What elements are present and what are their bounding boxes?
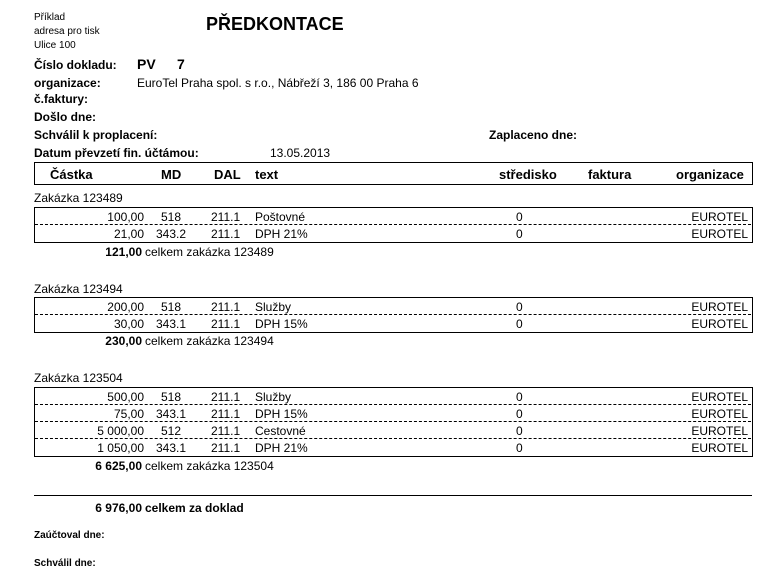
col-organizace: organizace xyxy=(676,167,744,182)
zaplaceno-label: Zaplaceno dne: xyxy=(489,128,578,142)
schvalil-dne-label: Schválil dne: xyxy=(34,558,96,569)
datum-label: Datum převzetí fin. účtámou: xyxy=(34,146,199,160)
cell-castka: 21,00 xyxy=(113,227,144,241)
cell-dal: 211.1 xyxy=(211,441,241,455)
cell-stredisko: 0 xyxy=(516,407,523,421)
col-md: MD xyxy=(161,167,182,182)
cell-dal: 211.1 xyxy=(211,390,241,404)
cell-org: EUROTEL xyxy=(691,390,748,404)
row-divider xyxy=(35,404,751,405)
group-total-label: celkem zakázka 123494 xyxy=(145,334,274,348)
cell-text: Služby xyxy=(255,300,292,314)
cell-stredisko: 0 xyxy=(516,300,523,314)
faktury-label: č.faktury: xyxy=(34,92,89,106)
cell-org: EUROTEL xyxy=(691,407,748,421)
doslo-label: Došlo dne: xyxy=(34,110,96,124)
document-title: PŘEDKONTACE xyxy=(206,14,344,34)
cell-org: EUROTEL xyxy=(691,424,748,438)
cislo-label: Číslo dokladu: xyxy=(34,58,117,72)
cislo-prefix: PV xyxy=(137,56,156,72)
row-divider xyxy=(35,314,751,315)
grand-total-label: celkem za doklad xyxy=(145,501,244,515)
cell-dal: 211.1 xyxy=(211,300,241,314)
group-total-value: 230,00 xyxy=(105,334,142,348)
cell-org: EUROTEL xyxy=(691,441,748,455)
cell-md: 518 xyxy=(161,390,182,404)
cell-castka: 100,00 xyxy=(107,210,144,224)
cell-text: Služby xyxy=(255,390,292,404)
cell-md: 343.1 xyxy=(156,407,187,421)
cislo-number: 7 xyxy=(177,56,185,72)
cell-org: EUROTEL xyxy=(691,317,748,331)
cell-stredisko: 0 xyxy=(516,210,523,224)
cell-org: EUROTEL xyxy=(691,300,748,314)
cell-text: Poštovné xyxy=(255,210,306,224)
datum-value: 13.05.2013 xyxy=(270,146,331,160)
cell-org: EUROTEL xyxy=(691,227,748,241)
cell-stredisko: 0 xyxy=(516,227,523,241)
cell-dal: 211.1 xyxy=(211,317,241,331)
cell-castka: 30,00 xyxy=(113,317,144,331)
cell-text: DPH 15% xyxy=(255,317,308,331)
cell-md: 518 xyxy=(161,210,182,224)
cell-text: DPH 15% xyxy=(255,407,308,421)
cell-stredisko: 0 xyxy=(516,317,523,331)
cell-castka: 5 000,00 xyxy=(97,424,144,438)
cell-text: Cestovné xyxy=(255,424,306,438)
org-label: organizace: xyxy=(34,76,101,90)
address-line1: Příklad xyxy=(34,12,66,23)
cell-md: 343.2 xyxy=(156,227,187,241)
cell-stredisko: 0 xyxy=(516,441,523,455)
row-divider xyxy=(35,224,751,225)
col-castka: Částka xyxy=(50,167,93,182)
cell-castka: 500,00 xyxy=(107,390,144,404)
cell-stredisko: 0 xyxy=(516,424,523,438)
group-total-label: celkem zakázka 123504 xyxy=(145,459,274,473)
group-title: Zakázka 123489 xyxy=(34,191,123,205)
total-divider xyxy=(34,495,752,496)
column-header xyxy=(34,162,753,185)
org-value: EuroTel Praha spol. s r.o., Nábřeží 3, 186 00 Praha 6 xyxy=(137,76,419,90)
cell-md: 512 xyxy=(161,424,182,438)
address-line2: adresa pro tisk xyxy=(34,26,100,37)
cell-dal: 211.1 xyxy=(211,407,241,421)
cell-castka: 200,00 xyxy=(107,300,144,314)
cell-dal: 211.1 xyxy=(211,227,241,241)
row-divider xyxy=(35,438,751,439)
col-text: text xyxy=(255,167,279,182)
group-title: Zakázka 123494 xyxy=(34,282,123,296)
cell-dal: 211.1 xyxy=(211,210,241,224)
cell-castka: 75,00 xyxy=(113,407,144,421)
group-total-value: 121,00 xyxy=(105,245,142,259)
cell-md: 343.1 xyxy=(156,317,187,331)
cell-text: DPH 21% xyxy=(255,441,308,455)
zauctoval-label: Zaúčtoval dne: xyxy=(34,530,105,541)
cell-org: EUROTEL xyxy=(691,210,748,224)
row-divider xyxy=(35,421,751,422)
grand-total-value: 6 976,00 xyxy=(95,501,142,515)
address-line3: Ulice 100 xyxy=(34,40,76,51)
col-stredisko: středisko xyxy=(499,167,557,182)
col-dal: DAL xyxy=(214,167,241,182)
group-total-label: celkem zakázka 123489 xyxy=(145,245,274,259)
group-title: Zakázka 123504 xyxy=(34,371,123,385)
group-total-value: 6 625,00 xyxy=(95,459,142,473)
cell-md: 343.1 xyxy=(156,441,187,455)
cell-md: 518 xyxy=(161,300,182,314)
col-faktura: faktura xyxy=(588,167,632,182)
cell-text: DPH 21% xyxy=(255,227,308,241)
cell-castka: 1 050,00 xyxy=(97,441,144,455)
cell-dal: 211.1 xyxy=(211,424,241,438)
schvalil-label: Schválil k proplacení: xyxy=(34,128,158,142)
cell-stredisko: 0 xyxy=(516,390,523,404)
